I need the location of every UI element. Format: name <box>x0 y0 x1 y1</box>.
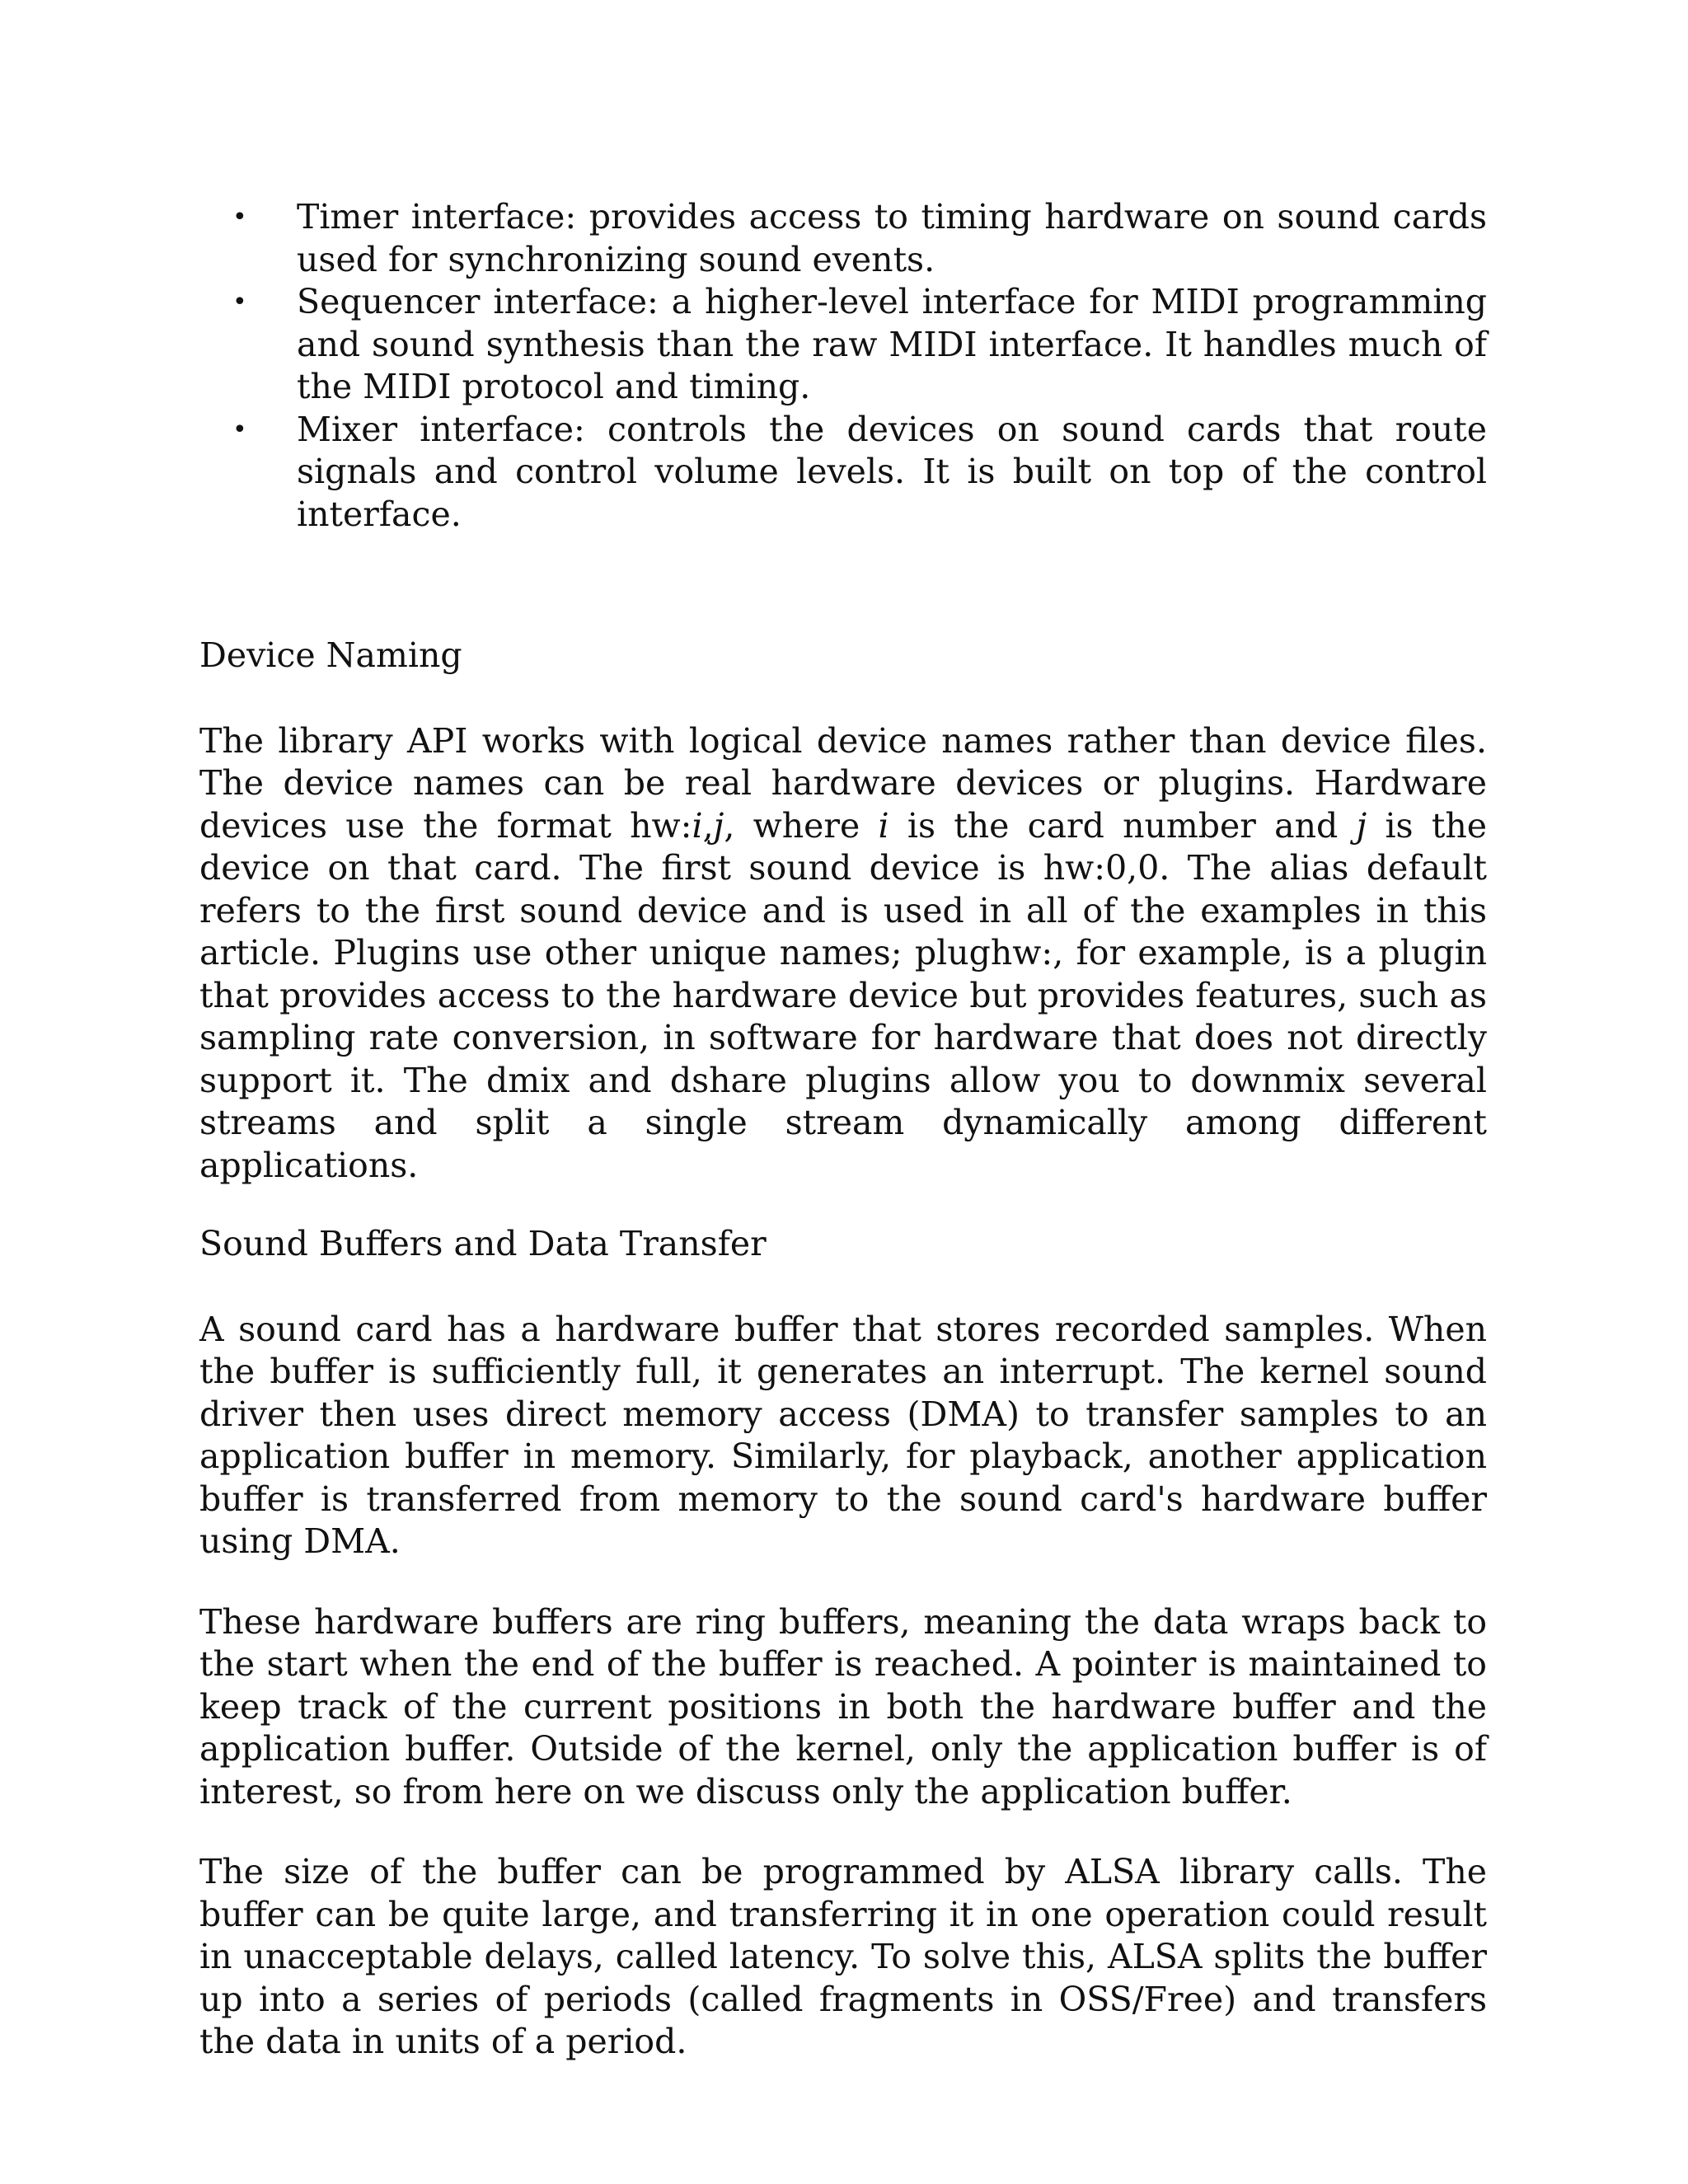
text-run: is the device on that card. The first sound device is hw:0,0. The alias default refers to the first sound device and is used in all of the examples in this article. Plugins use other unique names; plughw:, for example, is a plugin that provides access to the hardware device but provides features, such as sampling rate conversion, in software for hardware that does not directly support it. The dmix and dshare plugins allow you to downmix several streams and split a single stream dynamically among different applications. <box>199 805 1487 1185</box>
sound-buffers-paragraph-1: A sound card has a hardware buffer that stores recorded samples. When the buffer is sufficiently full, it generates an interrupt. The kernel sound driver then uses direct memory access (DMA) to transfer samples to an application buffer in memory. Similarly, for playback, another application buffer is transferred from memory to the sound card's hardware buffer using DMA. <box>199 1309 1487 1561</box>
list-item-text: Sequencer interface: a higher-level interface for MIDI programming and sound synthesis than the raw MIDI interface. It handles much of the MIDI protocol and timing. <box>297 282 1487 406</box>
list-item <box>199 409 1487 537</box>
bullet-icon: • <box>232 203 247 232</box>
section-heading-sound-buffers: Sound Buffers and Data Transfer <box>199 1224 767 1263</box>
text-run-italic: i <box>692 805 703 846</box>
sound-buffers-paragraph-3: The size of the buffer can be programmed by ALSA library calls. The buffer can be quite large, and transferring it in one operation could result in unacceptable delays, called latency. To solve this, ALSA splits the buffer up into a series of periods (called fragments in OSS/Free) and transfers the data in units of a period. <box>199 1852 1487 2061</box>
text-run-italic: j <box>713 805 724 846</box>
list-item-text: Mixer interface: controls the devices on sound cards that route signals and control volume levels. It is built on top of the control interface. <box>297 409 1487 534</box>
text-run: , <box>702 805 714 846</box>
text-run-italic: i <box>878 805 889 846</box>
sound-buffers-paragraph-2: These hardware buffers are ring buffers, meaning the data wraps back to the start when the end of the buffer is reached. A pointer is maintained to keep track of the current positions in both the hardware buffer and the application buffer. Outside of the kernel, only the application buffer is of interest, so from here on we discuss only the application buffer. <box>199 1601 1487 1811</box>
list-item-text: Timer interface: provides access to timing hardware on sound cards used for synchronizing sound events. <box>297 197 1487 279</box>
section-heading-device-naming: Device Naming <box>199 635 462 675</box>
list-item <box>199 281 1487 409</box>
list-item <box>199 196 1487 281</box>
bullet-icon: • <box>232 415 247 444</box>
text-run: , where <box>724 805 879 846</box>
text-run: The library API works with logical device names rather than device files. The device names can be real hardware devices or plugins. Hardware devices use the format hw: <box>199 720 1487 846</box>
bullet-icon: • <box>232 288 247 316</box>
device-naming-paragraph <box>199 720 1487 1188</box>
text-run: is the card number and <box>889 805 1357 846</box>
interface-bullet-list <box>199 196 1487 536</box>
text-run-italic: j <box>1356 805 1367 846</box>
document-page <box>199 196 1487 2064</box>
